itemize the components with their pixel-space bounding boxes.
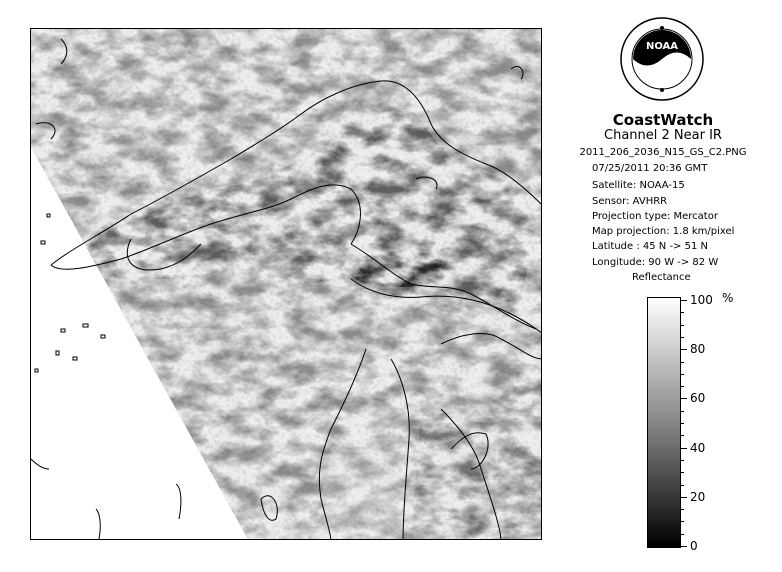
sensor-text: Sensor: AVHRR xyxy=(592,196,668,207)
colorbar-unit: % xyxy=(722,291,734,305)
colorbar-tick-label: 0 xyxy=(690,539,698,553)
colorbar-minor-tick xyxy=(681,485,684,486)
product-title: CoastWatch xyxy=(612,111,714,129)
colorbar-minor-tick xyxy=(681,386,684,387)
reflectance-colorbar xyxy=(647,297,681,548)
colorbar-minor-tick xyxy=(681,460,684,461)
colorbar-tick xyxy=(681,497,687,498)
colorbar-tick xyxy=(681,300,687,301)
colorbar-minor-tick xyxy=(681,411,684,412)
colorbar-tick xyxy=(681,398,687,399)
colorbar-tick-label: 100 xyxy=(690,293,713,307)
colorbar-minor-tick xyxy=(681,435,684,436)
channel-subtitle: Channel 2 Near IR xyxy=(604,128,722,143)
colorbar-minor-tick xyxy=(681,521,684,522)
satellite-text: Satellite: NOAA-15 xyxy=(592,180,685,191)
colorbar-tick xyxy=(681,349,687,350)
colorbar-minor-tick xyxy=(681,423,684,424)
projection-type-text: Projection type: Mercator xyxy=(592,211,718,222)
colorbar-minor-tick xyxy=(681,362,684,363)
colorbar-tick-label: 60 xyxy=(690,391,706,406)
latitude-text: Latitude : 45 N -> 51 N xyxy=(592,241,708,252)
map-projection-text: Map projection: 1.8 km/pixel xyxy=(592,226,735,237)
colorbar-minor-tick xyxy=(681,325,684,326)
filename-text: 2011_206_2036_N15_GS_C2.PNG xyxy=(579,147,747,158)
colorbar-tick xyxy=(681,546,687,547)
colorbar-tick xyxy=(681,448,687,449)
longitude-text: Longitude: 90 W -> 82 W xyxy=(592,257,719,268)
colorbar-tick-label: 40 xyxy=(690,440,706,455)
satellite-image xyxy=(31,29,542,540)
colorbar-minor-tick xyxy=(681,337,684,338)
colorbar-title: Reflectance xyxy=(632,272,691,283)
satellite-map xyxy=(30,28,542,540)
colorbar-tick-label: 80 xyxy=(690,342,706,357)
colorbar-tick-label: 20 xyxy=(690,489,706,504)
noaa-logo-icon xyxy=(619,16,705,102)
swath-data xyxy=(31,29,542,540)
noaa-logo-text: NOAA xyxy=(645,41,679,52)
colorbar-minor-tick xyxy=(681,534,684,535)
datetime-text: 07/25/2011 20:36 GMT xyxy=(592,163,708,174)
colorbar-minor-tick xyxy=(681,472,684,473)
noaa-logo xyxy=(619,16,705,102)
colorbar-minor-tick xyxy=(681,374,684,375)
colorbar-minor-tick xyxy=(681,312,684,313)
colorbar-minor-tick xyxy=(681,509,684,510)
